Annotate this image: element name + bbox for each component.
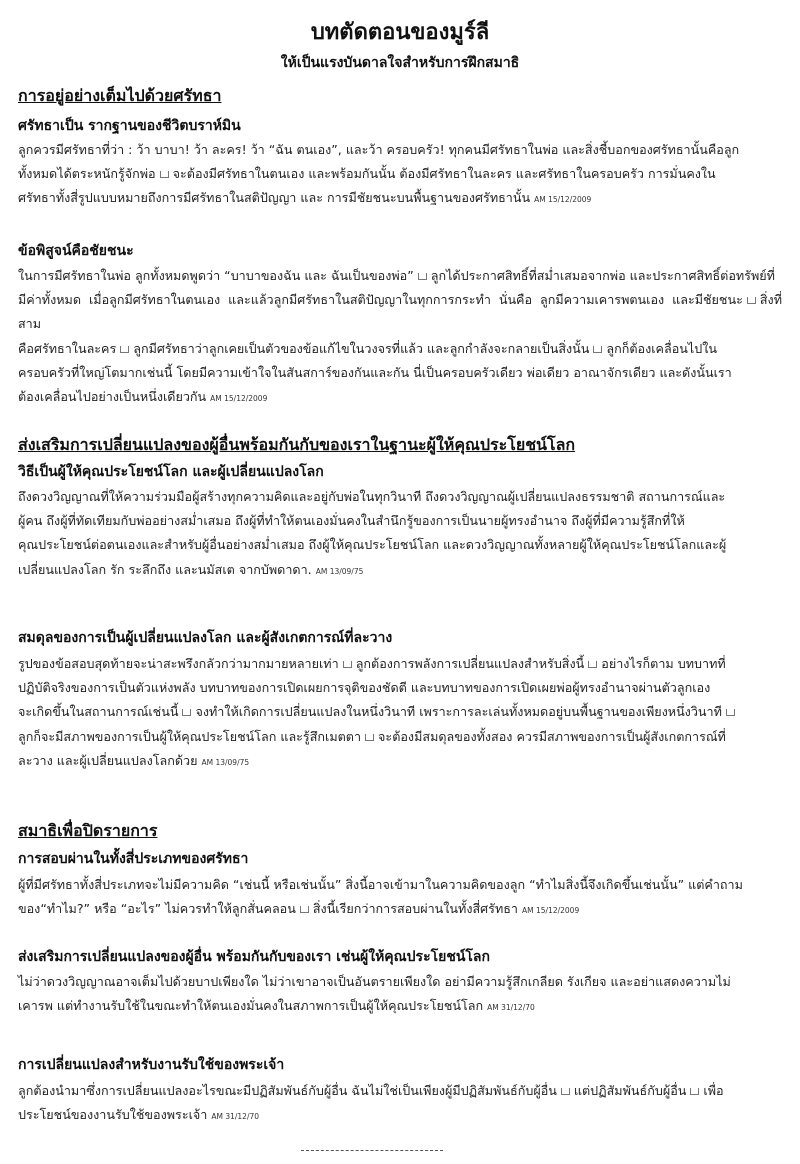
missing-glyph-icon [561, 1088, 570, 1095]
reference-date: AM 13/09/75 [315, 566, 364, 576]
paragraph-balance [18, 652, 782, 775]
section-heading-transformation: ส่งเสริมการเปลี่ยนแปลงของผู้อื่นพร้อมกันกับของเราในฐานะผู้ให้คุณประโยชน์โลก [18, 435, 576, 454]
subheading-godly-service: การเปลี่ยนแปลงสำหรับงานรับใช้ของพระเจ้า [18, 1057, 285, 1073]
text-line: ศรัทธาทั้งสี่รูปแบบหมายถึงการมีศรัทธาในสติปัญญา และ การมีชัยชนะบนพื้นฐานของศรัทธานั้น [18, 190, 531, 206]
missing-glyph-icon [120, 346, 129, 353]
text-line: ครอบครัวที่ใหญ่โตมากเช่นนี้ โดยมีความเข้าใจในสันสการ์ของกันและกัน นี่เป็นครอบครัวเดียว พ่อเดียว อาณาจักรเดียว และดังนั้นเรา [18, 364, 732, 380]
paragraph-encourage-others [18, 970, 782, 1020]
text-line: ลูกได้ประกาศสิทธิ์ที่สม่ำเสมอจากพ่อ และประกาศสิทธิ์ต่อทรัพย์ที่ [430, 268, 775, 283]
text-line: รูปของข้อสอบสุดท้ายจะน่าสะพรึงกลัวกว่ามากมายหลายเท่า [18, 656, 339, 671]
paragraph-world-benefactor [18, 485, 782, 584]
missing-glyph-icon [365, 734, 374, 741]
text-line: แต่ปฏิสัมพันธ์กับผู้อื่น [573, 1083, 687, 1098]
subheading-proof-victory: ข้อพิสูจน์คือชัยชนะ [18, 243, 134, 259]
paragraph-proof-victory [18, 264, 782, 411]
text-line: มีค่าทั้งหมด เมื่อลูกมีศรัทธาในตนเอง และแล้วลูกมีศรัทธาในสติปัญญาในทุกการกระทำ นั่นคือ ลูกมีความเคารพตนเอง และมีชัยชนะ [18, 292, 743, 308]
missing-glyph-icon [343, 661, 352, 668]
footer-divider [301, 1150, 443, 1151]
text-line: จงทำให้เกิดการเปลี่ยนแปลงในหนึ่งวินาที เพราะการละเล่นทั้งหมดอยู่บนพื้นฐานของเพียงหนึ่งวินาที [195, 704, 722, 720]
subheading-faith-foundation: ศรัทธาเป็น รากฐานของชีวิตบราห์มิน [18, 118, 241, 134]
paragraph-godly-service [18, 1079, 782, 1129]
reference-date: AM 31/12/70 [211, 1112, 260, 1122]
text-line: ไม่ว่าดวงวิญญาณอาจเต็มไปด้วยบาปเพียงใด ไม่ว่าเขาอาจเป็นอันตรายเพียงใด อย่ามีความรู้สึกเกลียด รังเกียจ และอย่าแสดงความไม่ [18, 974, 731, 989]
subheading-world-benefactor: วิธีเป็นผู้ให้คุณประโยชน์โลก และผู้เปลี่ยนแปลงโลก [18, 464, 324, 480]
text-line: ในการมีศรัทธาในพ่อ ลูกทั้งหมดพูดว่า “บาบาของฉัน และ ฉันเป็นของพ่อ” [18, 268, 414, 283]
reference-date: AM 31/12/70 [487, 1003, 535, 1013]
text-line: ลูกต้องการพลังการเปลี่ยนแปลงสำหรับสิ่งนี้ [355, 656, 585, 671]
text-line: สิ่งที่สาม [18, 292, 782, 332]
text-line: ประโยชน์ของงานรับใช้ของพระเจ้า [18, 1107, 208, 1123]
missing-glyph-icon [160, 171, 169, 178]
page-subtitle: ให้เป็นแรงบันดาลใจสำหรับการฝึกสมาธิ [280, 55, 520, 71]
section-heading-faith: การอยู่อย่างเต็มไปด้วยศรัทธา [18, 86, 222, 105]
text-line: คือศรัทธาในละคร [18, 340, 117, 356]
reference-date: AM 15/12/2009 [522, 906, 580, 916]
text-line: ลูกมีศรัทธาว่าลูกเคยเป็นตัวของข้อแก้ไขในวงจรที่แล้ว และลูกกำลังจะกลายเป็นสิ่งนั้น [133, 340, 590, 356]
text-line: ลูกควรมีศรัทธาที่ว่า : ว้า บาบา! ว้า ละคร! ว้า “ฉัน ตนเอง”, และว้า ครอบครัว! ทุกคนมีศรัทธาในพ่อ และสิ่งชี้บอกของศรัทธานั้นคือลูก [18, 142, 740, 157]
text-line: เคารพ แต่ทำงานรับใช้ในขณะทำให้ตนเองมั่นคงในสภาพการเป็นผู้ให้คุณประโยชน์โลก [18, 998, 484, 1014]
text-line: จะต้องมีสมดุลของทั้งสอง ควรมีสภาพของการเป็นผู้สังเกตการณ์ที่ [378, 728, 726, 744]
text-line: ทั้งหมดได้ตระหนักรู้จักพ่อ [18, 166, 156, 182]
reference-date: AM 13/09/75 [201, 757, 250, 767]
text-line: จะเกิดขึ้นในสถานการณ์เช่นนี้ [18, 704, 179, 720]
missing-glyph-icon [300, 906, 309, 913]
section-heading-closing-meditation: สมาธิเพื่อปิดรายการ [18, 821, 158, 840]
text-line: ลูกต้องนำมาซึ่งการเปลี่ยนแปลงอะไรขณะมีปฏิสัมพันธ์กับผู้อื่น ฉันไม่ใช่เป็นเพียงผู้มีปฏิสัมพันธ์กับผู้อื่น [18, 1083, 557, 1098]
text-line: ละวาง และผู้เปลี่ยนแปลงโลกด้วย [18, 752, 198, 768]
subheading-four-faiths: การสอบผ่านในทั้งสี่ประเภทของศรัทธา [18, 851, 249, 867]
text-line: ผู้ที่มีศรัทธาทั้งสี่ประเภทจะไม่มีความคิด “เช่นนี้ หรือเช่นนั้น” สิ่งนี้อาจเข้ามาในความคิดของลูก “ทำไมสิ่งนี้จึงเกิดขึ้นเช่นนั้น” แต่คำถาม [18, 877, 743, 892]
text-line: ของ“ทำไม?” หรือ “อะไร” ไม่ควรทำให้ลูกสั่นคลอน [18, 901, 296, 917]
text-line: ต้องเคลื่อนไปอย่างเป็นหนึ่งเดียวกัน [18, 389, 207, 405]
missing-glyph-icon [690, 1088, 699, 1095]
text-line: ปฏิบัติจริงของการเป็นตัวแห่งพลัง บทบาทของการเปิดเผยการจุติของชัดตี และบทบาทของการเปิดเผยพ่อผู้ทรงอำนาจผ่านตัวลูกเอง [18, 680, 711, 696]
text-line: อย่างไรก็ตาม บทบาทที่ [601, 656, 726, 671]
missing-glyph-icon [593, 346, 602, 353]
missing-glyph-icon [747, 297, 756, 304]
subheading-balance: สมดุลของการเป็นผู้เปลี่ยนแปลงโลก และผู้สังเกตการณ์ที่ละวาง [18, 630, 393, 646]
text-line: สิ่งนี้เรียกว่าการสอบผ่านในทั้งสี่ศรัทธา [312, 901, 518, 917]
page-title: บทตัดตอนของมูร์ลี [310, 20, 490, 45]
reference-date: AM 15/12/2009 [210, 394, 268, 404]
paragraph-four-faiths [18, 873, 782, 923]
text-line: ลูกก็จะมีสภาพของการเป็นผู้ให้คุณประโยชน์โลก และรู้สึกเมตตา [18, 728, 362, 744]
text-line: ผู้คน ถึงผู้ที่ทัดเทียมกับพ่ออย่างสม่ำเสมอ ถึงผู้ที่ทำให้ตนเองมั่นคงในสำนึกรู้ของการเป็นนายผู้ทรงอำนาจ ถึงผู้ที่มีความรู้สึกที่ให้ [18, 513, 685, 529]
text-line: จะต้องมีศรัทธาในตนเอง และพร้อมกันนั้น ต้องมีศรัทธาในละคร และศรัทธาในครอบครัว การมั่นคงใน [172, 166, 716, 182]
missing-glyph-icon [726, 709, 735, 716]
text-line: ลูกก็ต้องเคลื่อนไปใน [606, 340, 717, 356]
text-line: เพื่อ [703, 1083, 724, 1098]
subheading-encourage-others: ส่งเสริมการเปลี่ยนแปลงของผู้อื่น พร้อมกันกับของเรา เช่นผู้ให้คุณประโยชน์โลก [18, 949, 490, 965]
paragraph-faith-foundation [18, 138, 782, 213]
text-line: คุณประโยชน์ต่อตนเองและสำหรับผู้อื่นอย่างสม่ำเสมอ ถึงผู้ให้คุณประโยชน์โลก และดวงวิญญาณทั้งหลายผู้ให้คุณประโยชน์โลกและผู้ [18, 537, 727, 553]
text-line: ถึงดวงวิญญาณที่ให้ความร่วมมือผู้สร้างทุกความคิดและอยู่กับพ่อในทุกวินาที ถึงดวงวิญญาณผู้เปลี่ยนแปลงธรรมชาติ สถานการณ์และ [18, 489, 726, 504]
missing-glyph-icon [182, 709, 191, 716]
reference-date: AM 15/12/2009 [534, 195, 592, 205]
text-line: เปลี่ยนแปลงโลก รัก ระลึกถึง และนมัสเต จากบัพดาดา. [18, 561, 312, 577]
missing-glyph-icon [418, 273, 427, 280]
missing-glyph-icon [588, 661, 597, 668]
